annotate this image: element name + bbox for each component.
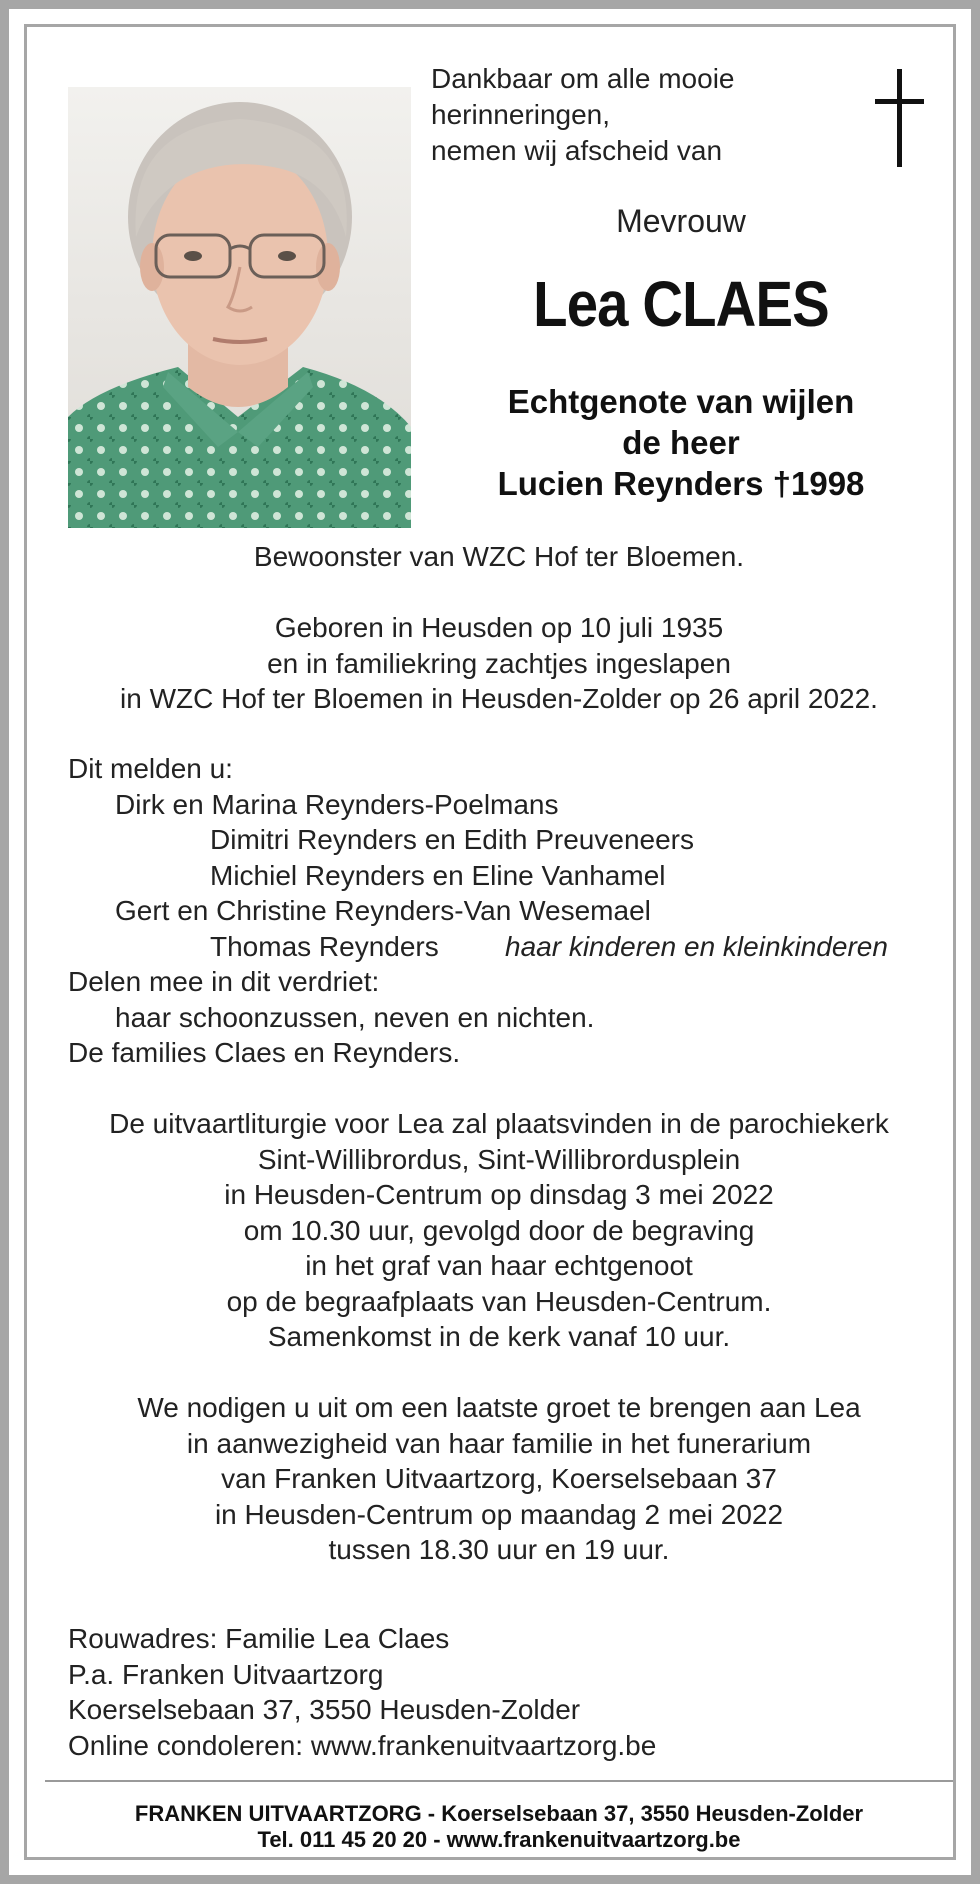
- family-heading: Dit melden u:: [68, 753, 233, 784]
- footer-line-1: FRANKEN UITVAARTZORG - Koerselsebaan 37, 3550 Heusden-Zolder: [134, 1801, 864, 1826]
- intro-text: [431, 61, 761, 169]
- ceremony-block: [39, 1106, 959, 1355]
- cross-icon: [869, 69, 929, 169]
- ceremony-line: Samenkomst in de kerk vanaf 10 uur.: [267, 1321, 731, 1352]
- spouse-info: [431, 381, 931, 504]
- family-member: Dimitri Reynders en Edith Preuveneers: [210, 824, 694, 855]
- visitation-block: [39, 1390, 959, 1568]
- footer: [39, 1801, 959, 1853]
- contact-block: [68, 1621, 958, 1763]
- deceased-name: Lea CLAES: [533, 268, 829, 340]
- spouse-line: de heer: [622, 424, 740, 461]
- footer-line-2: Tel. 011 45 20 20 - www.frankenuitvaartzorg.be: [257, 1827, 741, 1852]
- spouse-line: Echtgenote van wijlen: [507, 383, 855, 420]
- birth-death-block: [39, 610, 959, 717]
- ceremony-line: om 10.30 uur, gevolgd door de begraving: [243, 1214, 755, 1246]
- family-relation: haar kinderen en kleinkinderen: [505, 930, 888, 962]
- family-member: Michiel Reynders en Eline Vanhamel: [210, 859, 666, 891]
- birth-death-line: in WZC Hof ter Bloemen in Heusden-Zolder op 26 april 2022.: [120, 683, 878, 714]
- family-member: Thomas Reynders: [210, 930, 439, 962]
- ceremony-line: De uitvaartliturgie voor Lea zal plaatsvinden in de parochiekerk: [109, 1108, 889, 1139]
- ceremony-line: in Heusden-Centrum op dinsdag 3 mei 2022: [224, 1179, 774, 1210]
- ceremony-line: Sint-Willibrordus, Sint-Willibrordusplein: [257, 1143, 741, 1175]
- residence-text: Bewoonster van WZC Hof ter Bloemen.: [253, 541, 745, 572]
- visitation-line: We nodigen u uit om een laatste groet te brengen aan Lea: [137, 1392, 861, 1423]
- portrait-photo: [68, 87, 411, 528]
- share-heading: Delen mee in dit verdriet:: [68, 966, 380, 997]
- family-member: Dirk en Marina Reynders-Poelmans: [115, 788, 559, 820]
- honorific: Mevrouw: [616, 203, 746, 239]
- residence-line: [39, 539, 959, 575]
- visitation-line: in Heusden-Centrum op maandag 2 mei 2022: [214, 1498, 784, 1530]
- contact-line: P.a. Franken Uitvaartzorg: [68, 1658, 384, 1690]
- families-line: De families Claes en Reynders.: [68, 1037, 461, 1068]
- ceremony-line: op de begraafplaats van Heusden-Centrum.: [226, 1285, 772, 1317]
- ceremony-line: in het graf van haar echtgenoot: [305, 1250, 693, 1281]
- family-block: [68, 751, 958, 1071]
- visitation-line: tussen 18.30 uur en 19 uur.: [328, 1534, 670, 1565]
- intro-line: herinneringen,: [431, 99, 611, 130]
- contact-line: Rouwadres: Familie Lea Claes: [68, 1623, 450, 1654]
- birth-death-line: Geboren in Heusden op 10 juli 1935: [274, 612, 724, 643]
- contact-line: Koerselsebaan 37, 3550 Heusden-Zolder: [68, 1694, 581, 1725]
- birth-death-line: en in familiekring zachtjes ingeslapen: [267, 647, 731, 679]
- footer-divider: [45, 1780, 953, 1782]
- intro-line: Dankbaar om alle mooie: [431, 63, 735, 94]
- visitation-line: van Franken Uitvaartzorg, Koerselsebaan 37: [221, 1463, 777, 1494]
- family-member: Gert en Christine Reynders-Van Wesemael: [115, 895, 651, 926]
- intro-line: nemen wij afscheid van: [431, 135, 723, 166]
- share-line: haar schoonzussen, neven en nichten.: [115, 1001, 595, 1033]
- contact-line: Online condoleren: www.frankenuitvaartzorg.be: [68, 1729, 657, 1761]
- spouse-line: Lucien Reynders †1998: [497, 465, 865, 502]
- visitation-line: in aanwezigheid van haar familie in het funerarium: [186, 1427, 812, 1459]
